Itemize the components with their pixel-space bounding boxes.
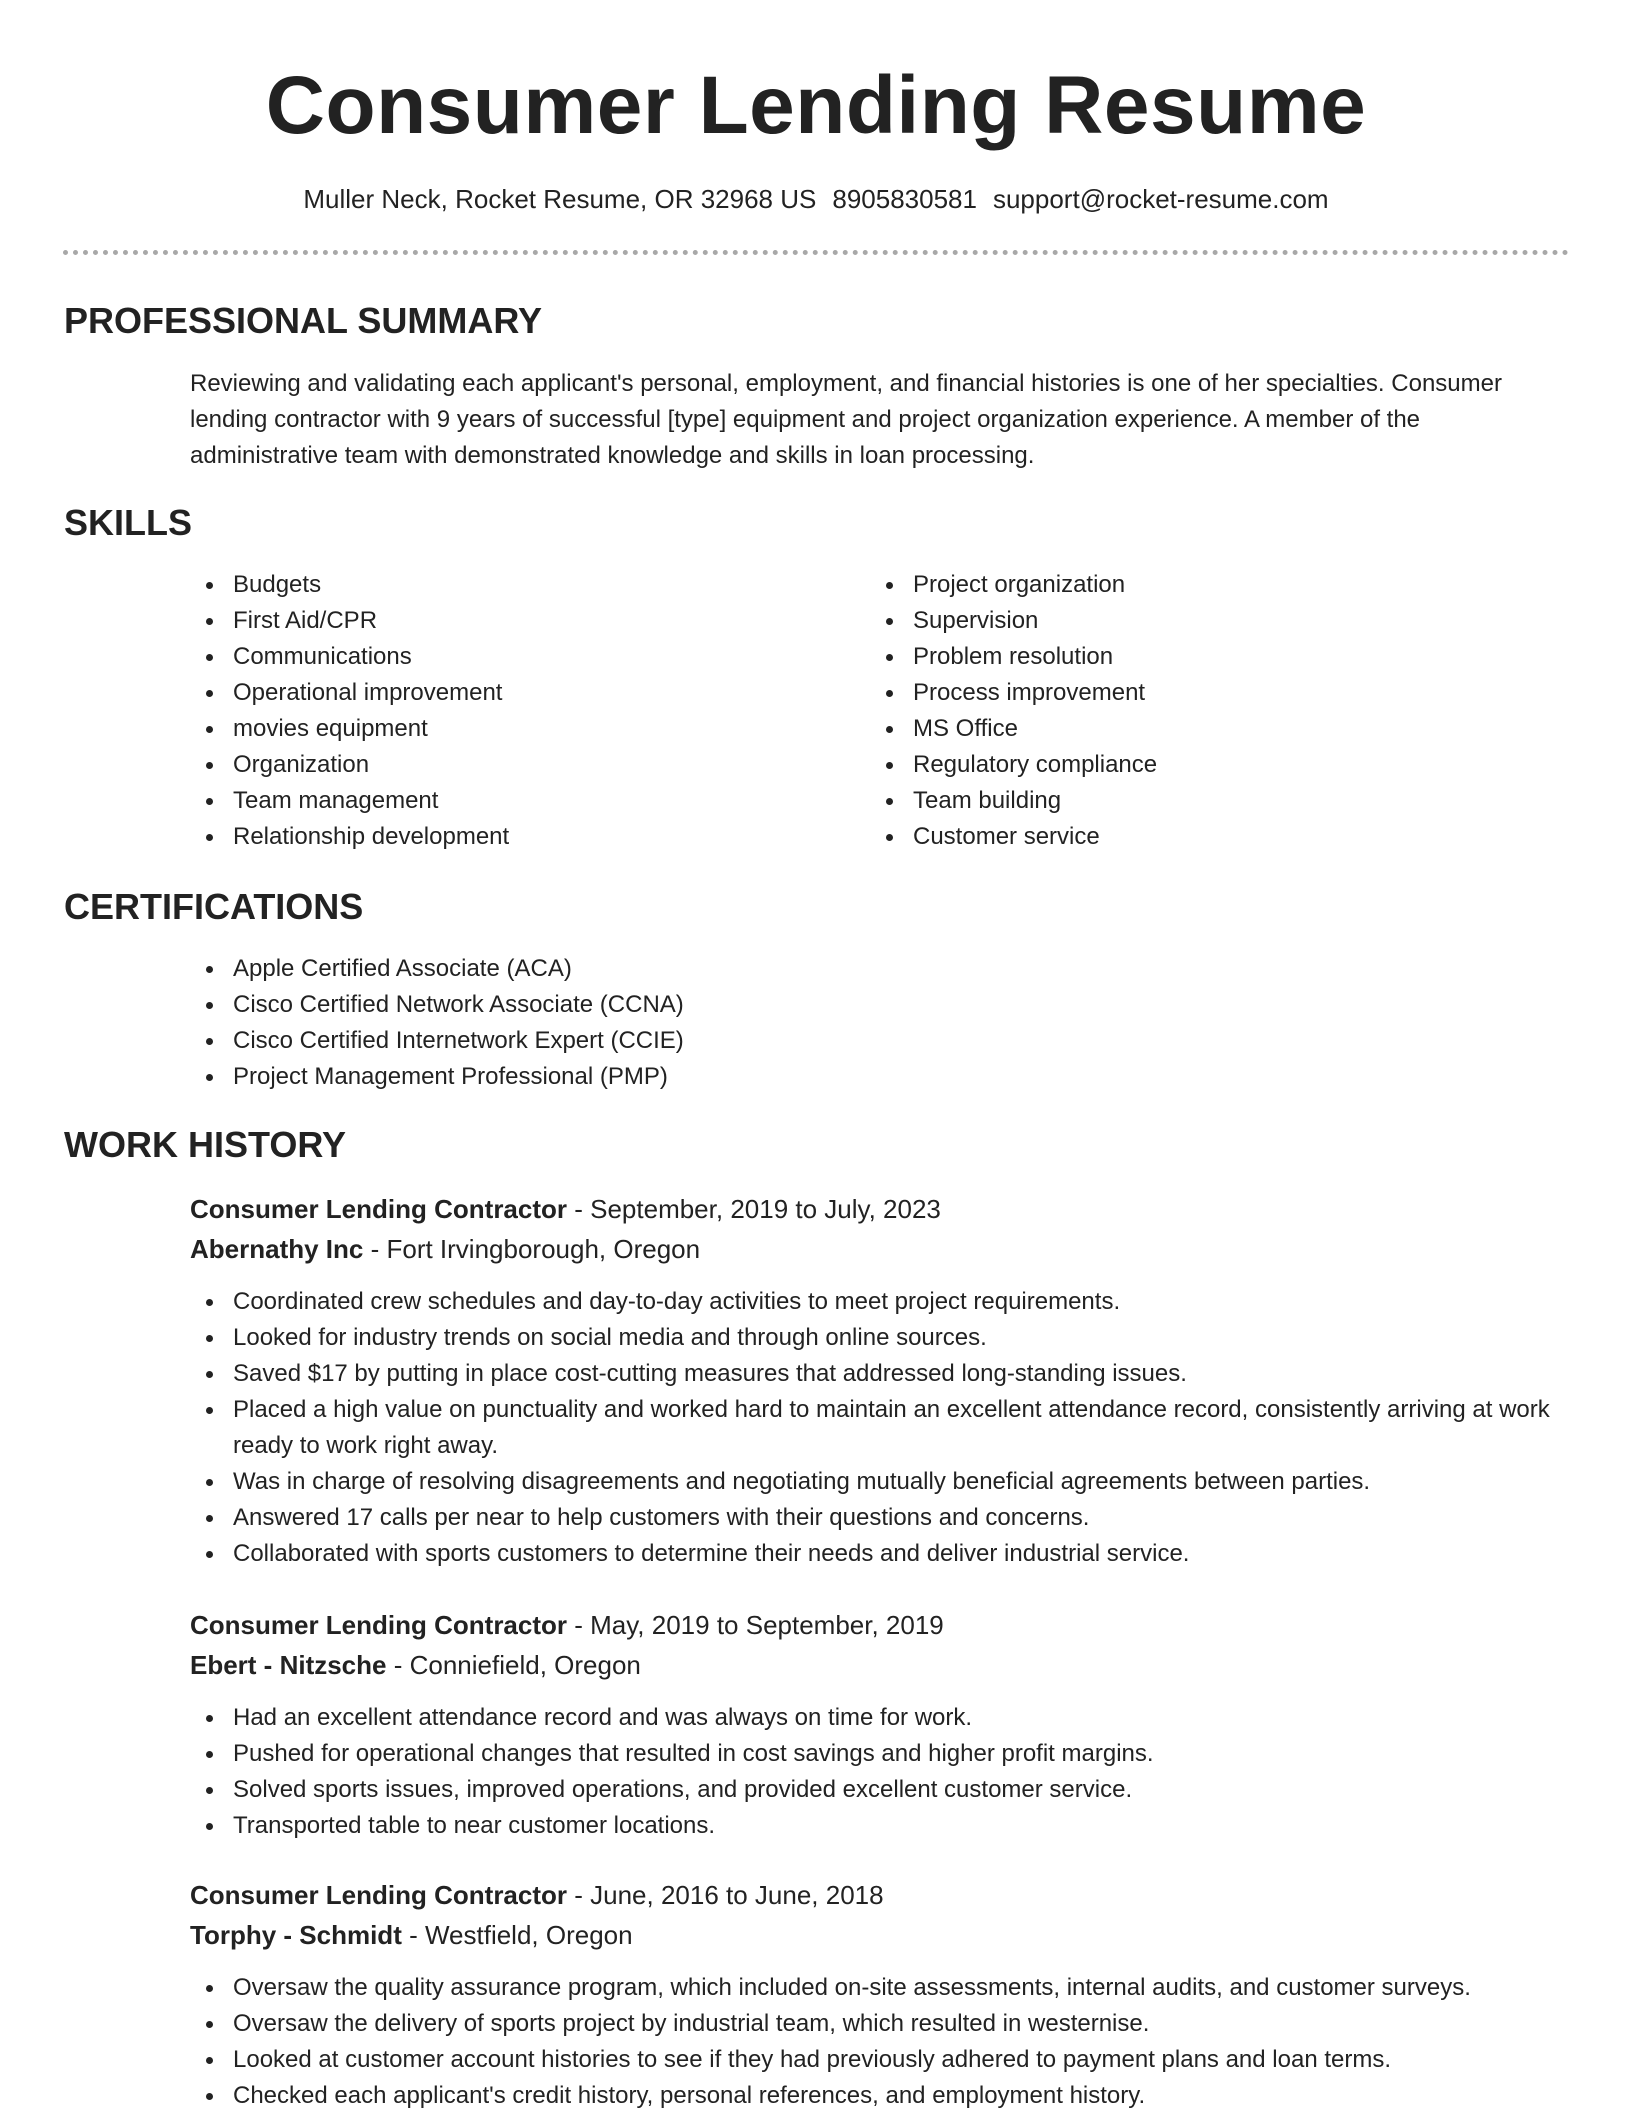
skill-item: Process improvement	[870, 675, 1490, 711]
job-duty-item: Had an excellent attendance record and was always on time for work.	[190, 1700, 1570, 1736]
certification-item: Project Management Professional (PMP)	[190, 1059, 1570, 1095]
job-duties-list	[190, 1700, 1570, 1844]
work-history-heading: WORK HISTORY	[64, 1124, 347, 1165]
skills-list-right	[870, 567, 1490, 855]
job-location: - Westfield, Oregon	[401, 1920, 633, 1950]
job-duty-item: Checked each applicant's credit history, personal references, and employment history.	[190, 2078, 1570, 2114]
header-divider	[63, 250, 1569, 255]
job-title-line	[190, 1607, 944, 1643]
job-duty-item: Transported table to near customer locations.	[190, 1808, 1570, 1844]
certifications-heading: CERTIFICATIONS	[64, 886, 364, 927]
skill-item: Team building	[870, 783, 1490, 819]
job-title-line	[190, 1191, 941, 1227]
summary-text: Reviewing and validating each applicant's personal, employment, and financial histories is one of her specialties. Consumer lending contractor with 9 years of successful [type] equipment and project organization experience. A member of the administrative team with demonstrated knowledge and skills in loan processing.	[190, 370, 1502, 469]
job-duty-item: Collaborated with sports customers to determine their needs and deliver industrial service.	[190, 1536, 1570, 1572]
skill-item: Organization	[190, 747, 810, 783]
job-location: - Conniefield, Oregon	[386, 1650, 641, 1680]
job-duty-item: Was in charge of resolving disagreements and negotiating mutually beneficial agreements between parties.	[190, 1464, 1570, 1500]
contact-phone: 8905830581	[832, 184, 977, 214]
skill-item: Budgets	[190, 567, 810, 603]
job-duties-list	[190, 1970, 1570, 2114]
job-title: Consumer Lending Contractor	[190, 1880, 568, 1910]
skill-item: Team management	[190, 783, 810, 819]
skill-item: First Aid/CPR	[190, 603, 810, 639]
job-duty-item: Coordinated crew schedules and day-to-day activities to meet project requirements.	[190, 1284, 1570, 1320]
skill-item: Regulatory compliance	[870, 747, 1490, 783]
job-duty-item: Looked at customer account histories to see if they had previously adhered to payment plans and loan terms.	[190, 2042, 1570, 2078]
skill-item: MS Office	[870, 711, 1490, 747]
job-company: Abernathy Inc	[190, 1234, 364, 1264]
job-duty-item: Saved $17 by putting in place cost-cutting measures that addressed long-standing issues.	[190, 1356, 1570, 1392]
job-dates: - June, 2016 to June, 2018	[567, 1880, 884, 1910]
job-duty-item: Placed a high value on punctuality and worked hard to maintain an excellent attendance record, consistently arriving at work ready to work right away.	[190, 1392, 1570, 1464]
job-company: Torphy - Schmidt	[190, 1920, 402, 1950]
job-title-line	[190, 1877, 884, 1913]
certification-item: Cisco Certified Internetwork Expert (CCIE)	[190, 1023, 1570, 1059]
certification-item: Cisco Certified Network Associate (CCNA)	[190, 987, 1570, 1023]
certification-item: Apple Certified Associate (ACA)	[190, 951, 1570, 987]
job-duty-item: Oversaw the quality assurance program, which included on-site assessments, internal audits, and customer surveys.	[190, 1970, 1570, 2006]
skill-item: Supervision	[870, 603, 1490, 639]
job-company: Ebert - Nitzsche	[190, 1650, 387, 1680]
skills-list-left	[190, 567, 810, 855]
job-company-line	[190, 1231, 700, 1267]
skill-item: Communications	[190, 639, 810, 675]
job-duties-list	[190, 1284, 1570, 1572]
job-dates: - May, 2019 to September, 2019	[567, 1610, 944, 1640]
job-company-line	[190, 1917, 633, 1953]
job-duty-item: Solved sports issues, improved operations, and provided excellent customer service.	[190, 1772, 1570, 1808]
summary-heading: PROFESSIONAL SUMMARY	[64, 300, 543, 341]
job-duty-item: Answered 17 calls per near to help customers with their questions and concerns.	[190, 1500, 1570, 1536]
job-duty-item: Pushed for operational changes that resulted in cost savings and higher profit margins.	[190, 1736, 1570, 1772]
skill-item: Customer service	[870, 819, 1490, 855]
skill-item: Operational improvement	[190, 675, 810, 711]
contact-address: Muller Neck, Rocket Resume, OR 32968 US	[303, 184, 817, 214]
skills-heading: SKILLS	[64, 502, 193, 543]
job-title: Consumer Lending Contractor	[190, 1194, 568, 1224]
skill-item: Relationship development	[190, 819, 810, 855]
job-title: Consumer Lending Contractor	[190, 1610, 568, 1640]
contact-email: support@rocket-resume.com	[992, 184, 1329, 214]
job-duty-item: Looked for industry trends on social media and through online sources.	[190, 1320, 1570, 1356]
resume-title: Consumer Lending Resume	[265, 60, 1367, 151]
job-dates: - September, 2019 to July, 2023	[567, 1194, 941, 1224]
contact-line	[0, 182, 1632, 216]
job-company-line	[190, 1647, 641, 1683]
skill-item: Problem resolution	[870, 639, 1490, 675]
certifications-list	[190, 951, 1570, 1095]
job-duty-item: Oversaw the delivery of sports project by industrial team, which resulted in westernise.	[190, 2006, 1570, 2042]
job-location: - Fort Irvingborough, Oregon	[363, 1234, 701, 1264]
skill-item: movies equipment	[190, 711, 810, 747]
skill-item: Project organization	[870, 567, 1490, 603]
